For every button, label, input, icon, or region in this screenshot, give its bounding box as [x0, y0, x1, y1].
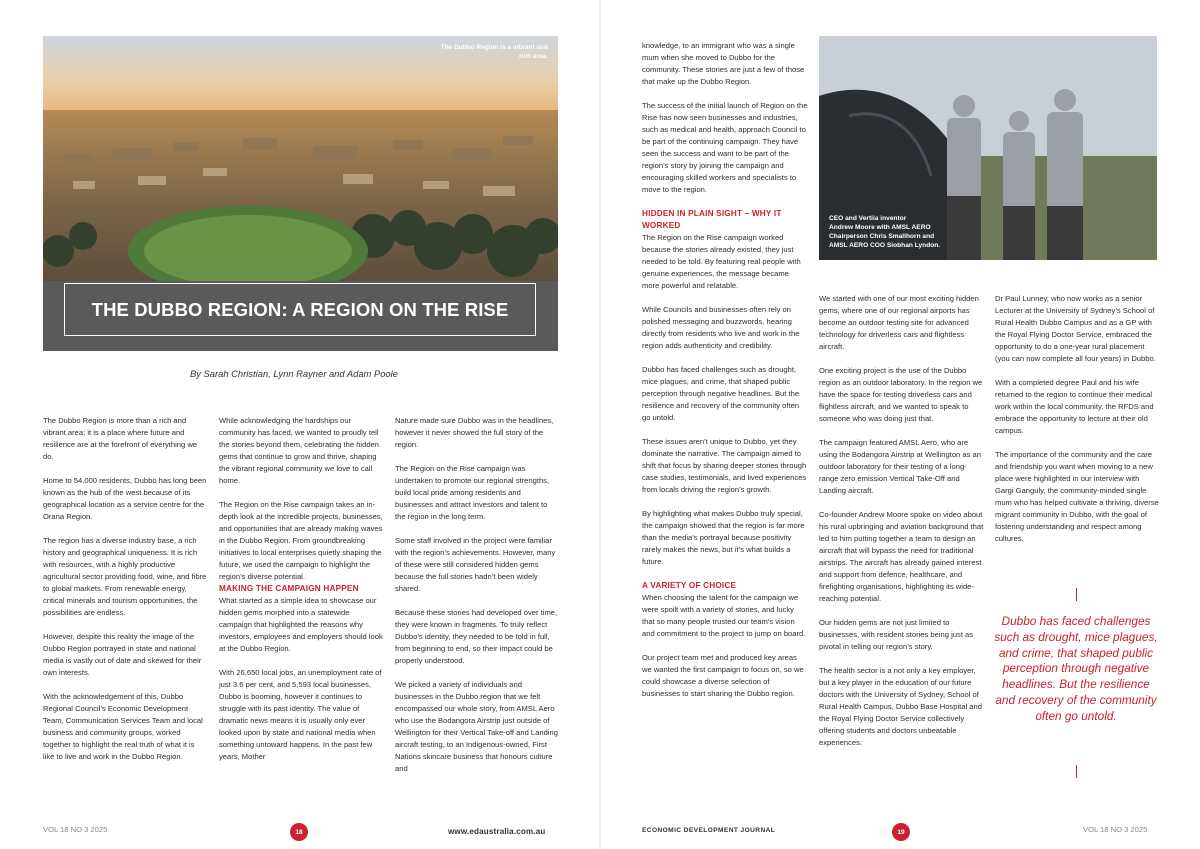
right-column-3	[995, 293, 1159, 557]
paragraph: The campaign featured AMSL Aero, who are using the Bodangora Airstrip at Wellington as an outdoor laboratory for their testing of a long-range zero emission Vertical Take-Off and Landing aircraft.	[819, 438, 981, 495]
paragraph: By highlighting what makes Dubbo truly special, the campaign showed that the region is far more than the media’s portrayal because positivity rarely makes the news, but it’s what builds a future.	[642, 509, 805, 566]
paragraph: The Dubbo Region is more than a rich and vibrant area; it is a place where future and resilience are at the forefront of everything we do.	[43, 416, 198, 461]
paragraph: The importance of the community and the care and friendship you want when moving to a new place were highlighted in our interview with Gargi Ganguly, the community-minded single mum who has helped cultivate a thriving, diverse migrant community in Dubbo, with the goal of fostering understanding and respect among cultures.	[995, 450, 1159, 543]
article-title-box	[64, 283, 536, 336]
paragraph: Our hidden gems are not just limited to businesses, with resident stories being just as pivotal in telling our region’s story.	[819, 618, 974, 651]
section-heading-making-campaign: MAKING THE CAMPAIGN HAPPEN	[219, 584, 359, 593]
paragraph: Because these stories had developed over time, they were known in fragments. To truly reflect Dubbo’s identity, they needed to be told in full, from beginning to end, so their impact could be properly understood.	[395, 608, 558, 665]
paragraph: Our project team met and produced key areas we wanted the first campaign to focus on, so we could showcase a diverse selection of businesses to start sharing the Dubbo region.	[642, 653, 804, 698]
paragraph: While acknowledging the hardships our community has faced, we wanted to proudly tell the stories beyond them, celebrating the hidden gems that continue to grow and thrive, shaping the vibrant regional community we love to call home.	[219, 416, 379, 485]
paragraph: The region has a diverse industry base, a rich history and geographical uniqueness. It is rich with resources, with a highly productive agricultural sector providing food, wine, and fibre to global markets. From renewable energy, critical minerals and tourism opportunities, the possibilities are endless.	[43, 536, 207, 617]
paragraph: The success of the initial launch of Region on the Rise has now seen businesses and industries, such as medical and health, approach Council to be part of the continuing campaign. They have seen the success and want to be part of the region’s story by joining the campaign and encouraging skilled workers and specialists to move to the region.	[642, 101, 808, 194]
left-footer-volume: VOL 18 NO 3 2025	[43, 825, 108, 834]
paragraph: Home to 54,000 residents, Dubbo has long been known as the hub of the west because of its geographical location as a service centre for the Orana Region.	[43, 476, 207, 521]
paragraph: Dr Paul Lunney, who now works as a senior Lecturer at the University of Sydney’s School of Rural Health Dubbo Campus and as a GP with the Royal Flying Doctor Service, embraced the opportunity to do a one-year rural placement (you can now complete all four years) in Dubbo.	[995, 294, 1156, 363]
quote-bar-top	[1076, 588, 1077, 601]
hero-aerial-photo	[43, 36, 558, 351]
section-heading-hidden: HIDDEN IN PLAIN SIGHT – WHY IT WORKED	[642, 209, 782, 230]
paragraph: What started as a simple idea to showcase our hidden gems morphed into a statewide campaign that highlighted the reasons why investors, employees and employers should look at the Dubbo Region.	[219, 596, 383, 653]
paragraph: Co-founder Andrew Moore spoke on video about his rural upbringing and aviation background that led to him putting together a team to design an aircraft that will bypass the need for traditional airstrips. The aircraft has already gained interest and support from defence, healthcare, and firefighting organisations, highlighting its wide-reaching potential.	[819, 510, 984, 603]
hero-caption: The Dubbo Region is a vibrant and rich area.	[440, 44, 548, 60]
website-link[interactable]: www.edaustralia.com.au	[448, 827, 546, 836]
paragraph: When choosing the talent for the campaign we were spoilt with a variety of stories, and lucky that so many people trusted our team’s vision and commitment to the project to jump on board.	[642, 593, 806, 638]
photo-caption-line: Andrew Moore with AMSL AERO	[829, 223, 931, 231]
paragraph: These issues aren’t unique to Dubbo, yet they dominate the narrative. The campaign aimed to shift that focus by sharing deeper stories through case studies, testimonials, and lived experiences from locals driving the region’s growth.	[642, 437, 807, 494]
paragraph: With the acknowledgement of this, Dubbo Regional Council’s Economic Development Team, Communication Services Team and local business and community groups, worked together to highlight the real truth of what it is like to live and work in the Dubbo Region.	[43, 692, 203, 761]
left-column-3	[395, 415, 559, 787]
paragraph: With a completed degree Paul and his wife returned to the region to continue their medical work within the local community, the RFDS and embrace the opportunity to lecture at their old campus.	[995, 378, 1154, 435]
page-number-right: 19	[892, 823, 910, 841]
photo-caption-line: AMSL AERO COO Siobhan Lyndon.	[829, 241, 941, 249]
page-number-left: 18	[290, 823, 308, 841]
paragraph: The Region on the Rise campaign takes an in-depth look at the incredible projects, businesses, and opportunities that are already making waves in the Dubbo Region. From groundbreaking initiatives to local enterprises quietly shaping the future, we used the campaign to highlight the region’s diverse potential.	[219, 500, 383, 581]
paragraph: knowledge, to an immigrant who was a single mum when she moved to Dubbo for the community. These stories are just a few of those that make up the Dubbo Region.	[642, 41, 805, 86]
quote-bar-bottom	[1076, 765, 1077, 778]
paragraph: While Councils and businesses often rely on polished messaging and buzzwords, hearing directly from residents who live and work in the region adds authenticity and credibility.	[642, 305, 800, 350]
left-column-1	[43, 415, 207, 775]
paragraph: Some staff involved in the project were familiar with the region’s achievements. However, many of these were still considered hidden gems because the full stories hadn’t been widely shared.	[395, 536, 556, 593]
right-column-2	[819, 293, 985, 761]
journal-name: ECONOMIC DEVELOPMENT JOURNAL	[642, 827, 776, 834]
paragraph: One exciting project is the use of the Dubbo region as an outdoor laboratory. In the region we have the space for testing driverless cars and flightless aircraft, and we wanted to speak to someone who was doing just that.	[819, 366, 983, 423]
left-column-2	[219, 415, 383, 775]
paragraph: The Region on the Rise campaign was undertaken to promote our regional strengths, build local pride among residents and businesses and attract investors and talent to the region in the long term.	[395, 464, 550, 521]
paragraph: We picked a variety of individuals and businesses in the Dubbo region that we felt encompassed our whole story, from AMSL Aero who use the Bodangora Airstrip just outside of Wellington for their Vertical Take-off and Landing aircraft testing, to an Indigenous-owned, First Nations skincare business that honours culture and	[395, 680, 558, 773]
paragraph: Dubbo has faced challenges such as drought, mice plagues, and crime, that shaped public perception through negative headlines. But the resilience and recovery of the community often go untold.	[642, 365, 800, 422]
paragraph: Nature made sure Dubbo was in the headlines, however it never showed the full story of the region.	[395, 416, 554, 449]
team-photo	[819, 36, 1157, 260]
section-heading-variety: A VARIETY OF CHOICE	[642, 581, 737, 590]
paragraph: The Region on the Rise campaign worked because the stories already existed, they just needed to be told. By featuring real people with genuine experiences, the message became more powerful and relatable.	[642, 233, 801, 290]
paragraph: With 26,650 local jobs, an unemployment rate of just 3.6 per cent, and 5,593 local businesses, Dubbo is booming, however it continues to struggle with its past identity. The value of dramatic news means it is usually only ever looked upon by state and national media when something untoward happens. In the past few years, Mother	[219, 668, 382, 761]
paragraph: The health sector is a not only a key employer, but a key player in the education of our future doctors with the University of Sydney, School of Rural Health Campus, Dubbo Base Hospital and the Royal Flying Doctor Service collectively offering students and doctors unbeatable experiences.	[819, 666, 982, 747]
paragraph: We started with one of our most exciting hidden gems, where one of our regional airports has become an outdoor testing site for advanced technology for driverless cars and flightless aircraft.	[819, 294, 979, 351]
photo-caption	[829, 215, 940, 251]
right-footer-volume: VOL 18 NO 3 2025	[1083, 825, 1148, 834]
photo-caption-line: Chairperson Chris Smallhorn and	[829, 232, 935, 240]
right-column-1	[642, 40, 808, 712]
article-title: THE DUBBO REGION: A REGION ON THE RISE	[91, 298, 509, 320]
byline: By Sarah Christian, Lynn Rayner and Adam Poole	[190, 368, 398, 379]
paragraph: However, despite this reality the image of the Dubbo Region portrayed in state and national media is vastly out of date and skewed for their own interests.	[43, 632, 202, 677]
pull-quote: Dubbo has faced challenges such as drought, mice plagues, and crime, that shaped public perception through negative headlines. But the resilience and recovery of the community often go untold.	[994, 614, 1158, 723]
photo-caption-line: CEO and Vertiia inventor	[829, 215, 907, 222]
page-spine	[599, 0, 601, 849]
